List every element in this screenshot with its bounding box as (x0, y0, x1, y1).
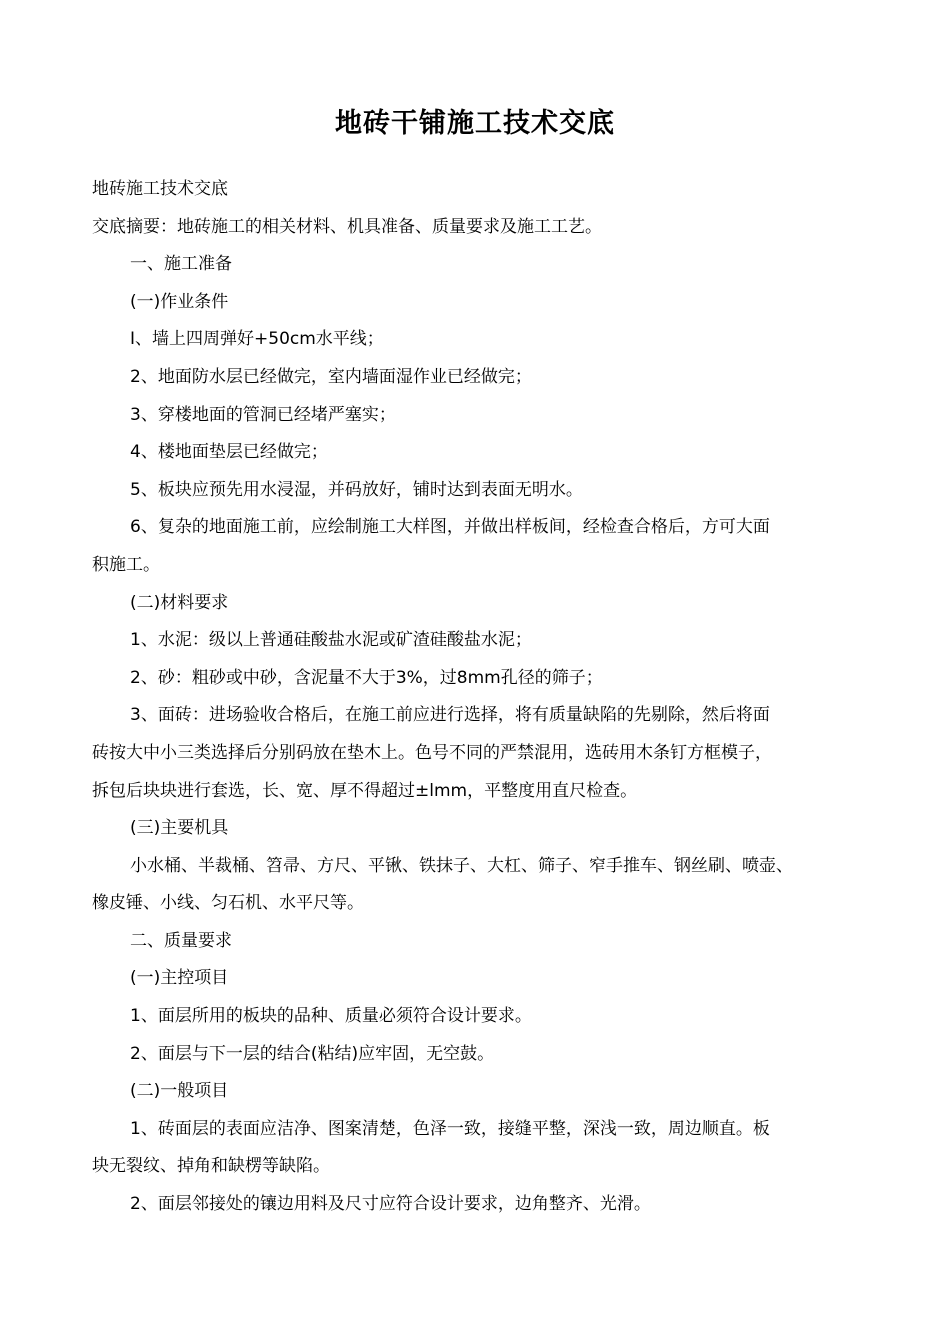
text-line: 拆包后块块进行套选，长、宽、厚不得超过±lmm，平整度用直尺检查。 (92, 780, 638, 801)
text-line: 2、砂：粗砂或中砂，含泥量不大于3%，过8mm孔径的筛子； (130, 667, 603, 688)
document-body (92, 171, 872, 1224)
text-line: (一)作业条件 (130, 291, 229, 312)
text-line: 地砖施工技术交底 (92, 179, 228, 199)
text-line: 1、砖面层的表面应洁净、图案清楚，色泽一致，接缝平整，深浅一致，周边顺直。板 (130, 1118, 770, 1139)
text-line: (三)主要机具 (130, 818, 229, 839)
text-line: 1、水泥：级以上普通硅酸盐水泥或矿渣硅酸盐水泥； (130, 630, 532, 651)
text-line: 二、质量要求 (130, 930, 232, 951)
text-line: 2、面层与下一层的结合(粘结)应牢固，无空鼓。 (130, 1043, 495, 1064)
text-line: I、墙上四周弹好+50cm水平线； (130, 329, 384, 350)
text-line: (一)主控项目 (130, 968, 229, 989)
text-line: 积施工。 (92, 554, 160, 575)
text-line: (二)材料要求 (130, 592, 229, 613)
text-line: 4、楼地面垫层已经做完； (130, 442, 328, 463)
text-line: 一、施工准备 (130, 254, 232, 275)
text-line: 小水桶、半裁桶、笤帚、方尺、平锹、铁抹子、大杠、筛子、窄手推车、钢丝刷、喷壶、 (130, 855, 793, 876)
text-line: 交底摘要：地砖施工的相关材料、机具准备、质量要求及施工工艺。 (92, 216, 602, 237)
text-line: 3、面砖：进场验收合格后，在施工前应进行选择，将有质量缺陷的先剔除，然后将面 (130, 705, 770, 726)
text-line: (二)一般项目 (130, 1081, 229, 1102)
text-line: 2、面层邻接处的镶边用料及尺寸应符合设计要求，边角整齐、光滑。 (130, 1194, 651, 1215)
text-line: 2、地面防水层已经做完，室内墙面湿作业已经做完； (130, 366, 532, 387)
text-line: 1、面层所用的板块的品种、质量必须符合设计要求。 (130, 1006, 532, 1027)
document-title: 地砖干铺施工技术交底 (335, 108, 615, 139)
text-line: 3、穿楼地面的管洞已经堵严塞实； (130, 404, 396, 425)
text-line: 橡皮锤、小线、匀石机、水平尺等。 (92, 893, 364, 914)
text-line: 砖按大中小三类选择后分别码放在垫木上。色号不同的严禁混用，选砖用木条钉方框模子， (92, 742, 772, 763)
text-line: 6、复杂的地面施工前，应绘制施工大样图，并做出样板间，经检查合格后，方可大面 (130, 517, 770, 538)
text-line: 块无裂纹、掉角和缺楞等缺陷。 (92, 1156, 330, 1177)
text-line: 5、板块应预先用水浸湿，并码放好，铺时达到表面无明水。 (130, 479, 583, 500)
